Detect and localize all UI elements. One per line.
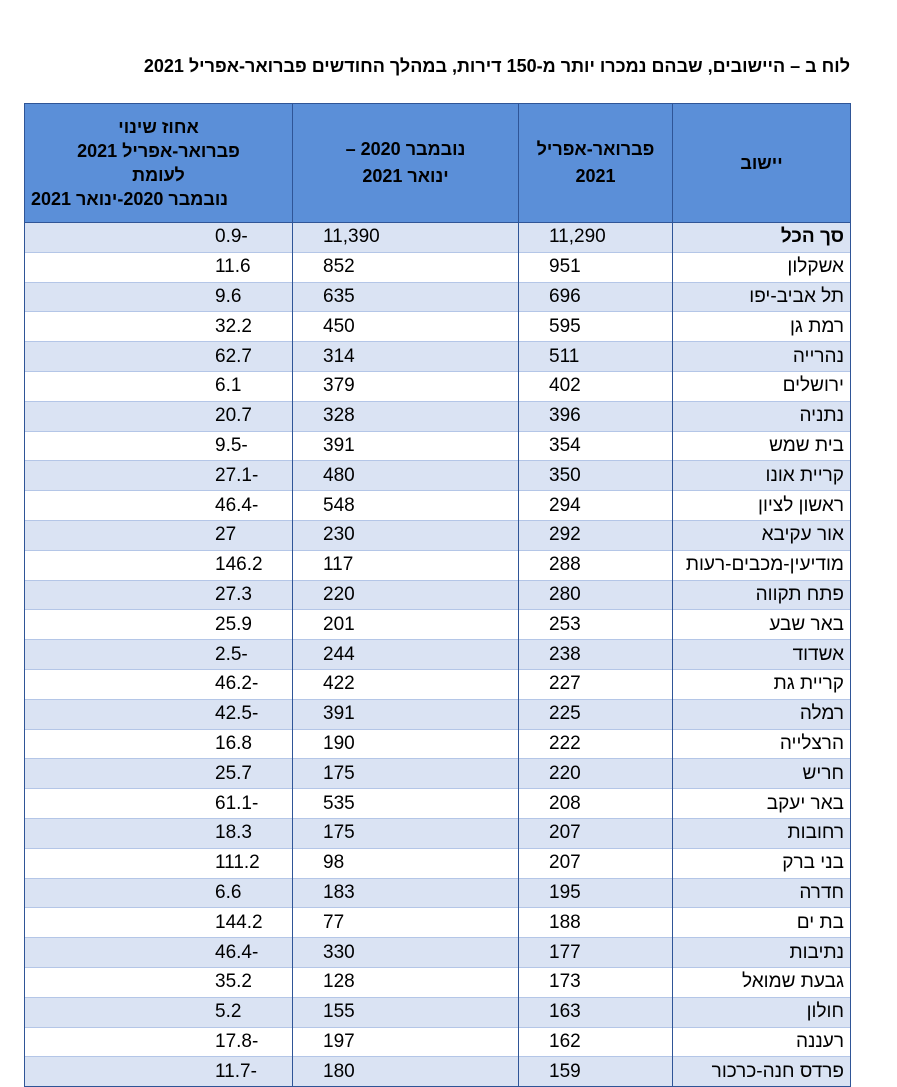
feb-apr-cell: 292: [519, 520, 673, 550]
header-pct-line-2: פברואר-אפריל 2021: [77, 141, 240, 161]
feb-apr-cell: 188: [519, 908, 673, 938]
feb-apr-cell: 208: [519, 789, 673, 819]
city-cell: קריית אונו: [673, 461, 851, 491]
nov-jan-cell: 180: [293, 1057, 519, 1087]
pct-change-cell: -11.7: [25, 1057, 293, 1087]
pct-change-cell: 146.2: [25, 550, 293, 580]
city-cell: תל אביב-יפו: [673, 282, 851, 312]
pct-change-cell: -61.1: [25, 789, 293, 819]
header-pct-line-1: אחוז שינוי: [118, 117, 199, 137]
pct-change-cell: -46.4: [25, 491, 293, 521]
nov-jan-cell: 183: [293, 878, 519, 908]
table-row: [25, 491, 851, 521]
table-row: [25, 669, 851, 699]
table-row: [25, 580, 851, 610]
nov-jan-cell: 190: [293, 729, 519, 759]
nov-jan-cell: 230: [293, 520, 519, 550]
feb-apr-cell: 207: [519, 848, 673, 878]
nov-jan-cell: 314: [293, 342, 519, 372]
nov-jan-cell: 535: [293, 789, 519, 819]
pct-change-cell: -9.5: [25, 431, 293, 461]
feb-apr-cell: 227: [519, 669, 673, 699]
pct-change-cell: 25.9: [25, 610, 293, 640]
nov-jan-cell: 391: [293, 431, 519, 461]
city-cell: חריש: [673, 759, 851, 789]
nov-jan-cell: 480: [293, 461, 519, 491]
city-cell: חדרה: [673, 878, 851, 908]
feb-apr-cell: 220: [519, 759, 673, 789]
nov-jan-cell: 175: [293, 759, 519, 789]
table-row: [25, 699, 851, 729]
city-cell: גבעת שמואל: [673, 967, 851, 997]
city-cell: אשדוד: [673, 640, 851, 670]
city-cell: באר שבע: [673, 610, 851, 640]
feb-apr-cell: 951: [519, 252, 673, 282]
nov-jan-cell: 117: [293, 550, 519, 580]
city-cell: בני ברק: [673, 848, 851, 878]
header-row: [25, 104, 851, 223]
table-body: [25, 223, 851, 1087]
feb-apr-cell: 280: [519, 580, 673, 610]
table-row: [25, 1057, 851, 1087]
pct-change-cell: -42.5: [25, 699, 293, 729]
city-cell: סך הכל: [673, 223, 851, 253]
nov-jan-cell: 450: [293, 312, 519, 342]
nov-jan-cell: 11,390: [293, 223, 519, 253]
table-row: [25, 848, 851, 878]
table-row: [25, 282, 851, 312]
feb-apr-cell: 225: [519, 699, 673, 729]
feb-apr-cell: 222: [519, 729, 673, 759]
pct-change-cell: 27: [25, 520, 293, 550]
header-pct-line-3: לעומת: [132, 165, 185, 185]
nov-jan-cell: 155: [293, 997, 519, 1027]
pct-change-cell: 35.2: [25, 967, 293, 997]
header-pct-line-4: נובמבר 2020-ינואר 2021: [31, 189, 229, 209]
feb-apr-cell: 253: [519, 610, 673, 640]
pct-change-cell: 18.3: [25, 818, 293, 848]
city-cell: נתיבות: [673, 938, 851, 968]
pct-change-cell: 20.7: [25, 401, 293, 431]
header-pct-change: [25, 104, 293, 223]
nov-jan-cell: 422: [293, 669, 519, 699]
feb-apr-cell: 595: [519, 312, 673, 342]
feb-apr-cell: 402: [519, 371, 673, 401]
table-row: [25, 550, 851, 580]
city-cell: קריית גת: [673, 669, 851, 699]
city-cell: נתניה: [673, 401, 851, 431]
header-feb-apr-line-1: פברואר-אפריל: [536, 139, 655, 159]
pct-change-cell: 6.6: [25, 878, 293, 908]
header-feb-apr-line-2: 2021: [575, 166, 616, 186]
city-cell: אשקלון: [673, 252, 851, 282]
feb-apr-cell: 696: [519, 282, 673, 312]
feb-apr-cell: 396: [519, 401, 673, 431]
pct-change-cell: 62.7: [25, 342, 293, 372]
nov-jan-cell: 77: [293, 908, 519, 938]
table-row: [25, 729, 851, 759]
feb-apr-cell: 162: [519, 1027, 673, 1057]
nov-jan-cell: 220: [293, 580, 519, 610]
feb-apr-cell: 288: [519, 550, 673, 580]
feb-apr-cell: 354: [519, 431, 673, 461]
nov-jan-cell: 175: [293, 818, 519, 848]
city-cell: בת ים: [673, 908, 851, 938]
pct-change-cell: -46.2: [25, 669, 293, 699]
feb-apr-cell: 159: [519, 1057, 673, 1087]
pct-change-cell: -0.9: [25, 223, 293, 253]
pct-change-cell: 9.6: [25, 282, 293, 312]
nov-jan-cell: 379: [293, 371, 519, 401]
city-cell: באר יעקב: [673, 789, 851, 819]
city-cell: בית שמש: [673, 431, 851, 461]
header-nov-jan: [293, 104, 519, 223]
pct-change-cell: 5.2: [25, 997, 293, 1027]
city-cell: רעננה: [673, 1027, 851, 1057]
city-cell: הרצלייה: [673, 729, 851, 759]
pct-change-cell: 144.2: [25, 908, 293, 938]
pct-change-cell: 11.6: [25, 252, 293, 282]
table-row: [25, 818, 851, 848]
city-cell: רמלה: [673, 699, 851, 729]
feb-apr-cell: 11,290: [519, 223, 673, 253]
nov-jan-cell: 328: [293, 401, 519, 431]
feb-apr-cell: 173: [519, 967, 673, 997]
pct-change-cell: -46.4: [25, 938, 293, 968]
nov-jan-cell: 197: [293, 1027, 519, 1057]
pct-change-cell: -27.1: [25, 461, 293, 491]
city-cell: חולון: [673, 997, 851, 1027]
table-row: [25, 342, 851, 372]
nov-jan-cell: 201: [293, 610, 519, 640]
pct-change-cell: 111.2: [25, 848, 293, 878]
header-feb-apr: [519, 104, 673, 223]
table-title: לוח ב – היישובים, שבהם נמכרו יותר מ-150 דירות, במהלך החודשים פברואר-אפריל 2021: [143, 56, 850, 76]
table-row: [25, 610, 851, 640]
table-row: [25, 520, 851, 550]
feb-apr-cell: 350: [519, 461, 673, 491]
pct-change-cell: 25.7: [25, 759, 293, 789]
pct-change-cell: -2.5: [25, 640, 293, 670]
feb-apr-cell: 177: [519, 938, 673, 968]
feb-apr-cell: 238: [519, 640, 673, 670]
table-row: [25, 252, 851, 282]
nov-jan-cell: 635: [293, 282, 519, 312]
city-cell: ירושלים: [673, 371, 851, 401]
table-row: [25, 1027, 851, 1057]
table-row: [25, 759, 851, 789]
city-cell: פרדס חנה-כרכור: [673, 1057, 851, 1087]
header-nov-jan-line-1: נובמבר 2020 –: [345, 139, 466, 159]
nov-jan-cell: 98: [293, 848, 519, 878]
feb-apr-cell: 294: [519, 491, 673, 521]
pct-change-cell: -17.8: [25, 1027, 293, 1057]
pct-change-cell: 32.2: [25, 312, 293, 342]
city-cell: רמת גן: [673, 312, 851, 342]
city-cell: ראשון לציון: [673, 491, 851, 521]
city-cell: נהרייה: [673, 342, 851, 372]
pct-change-cell: 27.3: [25, 580, 293, 610]
nov-jan-cell: 128: [293, 967, 519, 997]
feb-apr-cell: 207: [519, 818, 673, 848]
table-row: [25, 908, 851, 938]
table-row: [25, 878, 851, 908]
nov-jan-cell: 548: [293, 491, 519, 521]
city-cell: פתח תקווה: [673, 580, 851, 610]
city-cell: אור עקיבא: [673, 520, 851, 550]
table-row: [25, 312, 851, 342]
table-row: [25, 938, 851, 968]
header-city: יישוב: [673, 104, 851, 223]
table-row: [25, 431, 851, 461]
feb-apr-cell: 511: [519, 342, 673, 372]
table-row: [25, 967, 851, 997]
nov-jan-cell: 852: [293, 252, 519, 282]
sales-table: [24, 103, 851, 1087]
table-row: [25, 640, 851, 670]
table-row: [25, 461, 851, 491]
total-row: [25, 223, 851, 253]
nov-jan-cell: 330: [293, 938, 519, 968]
city-cell: מודיעין-מכבים-רעות: [673, 550, 851, 580]
table-row: [25, 401, 851, 431]
table-row: [25, 789, 851, 819]
feb-apr-cell: 195: [519, 878, 673, 908]
city-cell: רחובות: [673, 818, 851, 848]
pct-change-cell: 6.1: [25, 371, 293, 401]
table-row: [25, 997, 851, 1027]
nov-jan-cell: 244: [293, 640, 519, 670]
pct-change-cell: 16.8: [25, 729, 293, 759]
nov-jan-cell: 391: [293, 699, 519, 729]
header-nov-jan-line-2: ינואר 2021: [362, 166, 449, 186]
table-row: [25, 371, 851, 401]
feb-apr-cell: 163: [519, 997, 673, 1027]
